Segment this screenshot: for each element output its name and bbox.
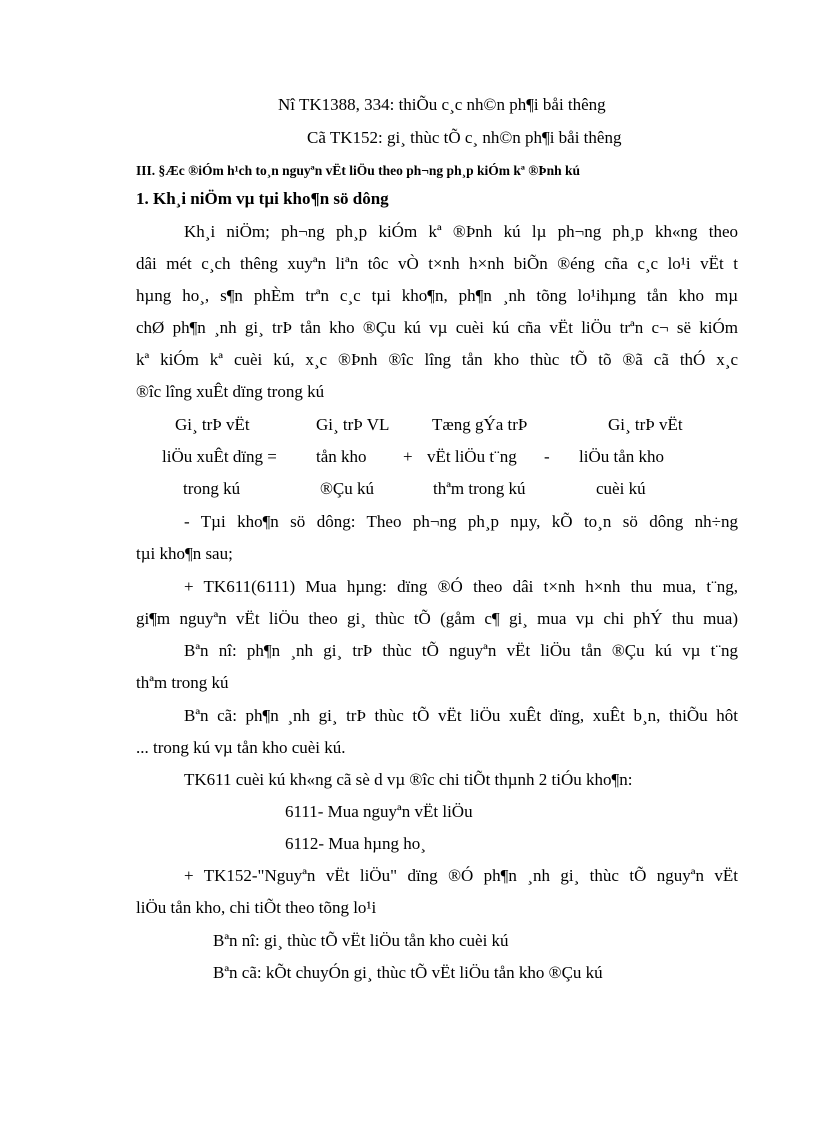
paragraph-line: liÖu tån kho, chi tiÕt theo tõng lo¹i <box>136 898 377 917</box>
paragraph-line: thªm trong kú <box>136 673 229 692</box>
formula-operator: + <box>403 447 413 466</box>
paragraph-line: Kh¸i niÖm; ph¬ng ph¸p kiÓm kª ®Þnh kú lµ ph¬ng ph¸p kh«ng theo <box>184 222 738 241</box>
paragraph-line: + TK611(6111) Mua hµng: dïng ®Ó theo dâi t×nh h×nh thu mua, t¨ng, <box>184 577 738 596</box>
paragraph-line: gi¶m nguyªn vËt liÖu theo gi¸ thùc tÕ (gåm c¶ gi¸ mua vµ chi phÝ thu mua) <box>136 609 738 628</box>
formula-term: Tæng gÝa trÞ <box>432 415 528 434</box>
section-heading-iii: III. §Æc ®iÓm h¹ch to¸n nguyªn vËt liÖu theo ph¬ng ph¸p kiÓm kª ®Þnh kú <box>136 163 581 178</box>
formula-term: tån kho <box>316 447 367 466</box>
sub-account-line: 6111- Mua nguyªn vËt liÖu <box>285 802 473 821</box>
paragraph-line: ®îc lîng xuÊt dïng trong kú <box>136 382 325 401</box>
formula-term: Gi¸ trÞ VL <box>316 415 390 434</box>
paragraph-line: TK611 cuèi kú kh«ng cã sè d vµ ®îc chi tiÕt thµnh 2 tiÓu kho¶n: <box>184 770 633 789</box>
paragraph-line: tµi kho¶n sau; <box>136 544 233 563</box>
journal-entry-credit: Cã TK152: gi¸ thùc tÕ c¸ nh©n ph¶i båi thêng <box>307 128 622 147</box>
paragraph-line: dâi mét c¸ch thêng xuyªn liªn tôc vÒ t×nh h×nh biÕn ®éng cña c¸c lo¹i vËt t <box>136 254 738 273</box>
paragraph-line: chØ ph¶n ¸nh gi¸ trÞ tån kho ®Çu kú vµ cuèi kú cña vËt liÖu trªn c¬ së kiÓm <box>136 318 738 337</box>
formula-term: Gi¸ trÞ vËt <box>175 415 250 434</box>
formula-term: vËt liÖu t¨ng <box>427 447 517 466</box>
sub-account-line: 6112- Mua hµng ho¸ <box>285 834 426 853</box>
journal-entry-debit: Nî TK1388, 334: thiÕu c¸c nh©n ph¶i båi thêng <box>278 95 606 114</box>
paragraph-line: Bªn nî: gi¸ thùc tÕ vËt liÖu tån kho cuèi kú <box>213 931 509 950</box>
paragraph-line: + TK152-"Nguyªn vËt liÖu" dïng ®Ó ph¶n ¸nh gi¸ thùc tÕ nguyªn vËt <box>184 866 738 885</box>
formula-term: liÖu tån kho <box>579 447 664 466</box>
paragraph-line: Bªn cã: kÕt chuyÓn gi¸ thùc tÕ vËt liÖu tån kho ®Çu kú <box>213 963 603 982</box>
paragraph-line: - Tµi kho¶n sö dông: Theo ph¬ng ph¸p nµy, kÕ to¸n sö dông nh÷ng <box>184 512 738 531</box>
formula-term: thªm trong kú <box>433 479 526 498</box>
paragraph-line: Bªn cã: ph¶n ¸nh gi¸ trÞ thùc tÕ vËt liÖu xuÊt dïng, xuÊt b¸n, thiÕu hôt <box>184 706 738 725</box>
paragraph-line: hµng ho¸, s¶n phÈm trªn c¸c tµi kho¶n, ph¶n ¸nh tõng lo¹ihµng tån kho mµ <box>136 286 738 305</box>
formula-term: ®Çu kú <box>320 479 375 498</box>
paragraph-line: kª kiÓm kª cuèi kú, x¸c ®Þnh ®îc lîng tån kho thùc tÕ tõ ®ã cã thÓ x¸c <box>136 350 738 369</box>
formula-term: Gi¸ trÞ vËt <box>608 415 683 434</box>
formula-term: cuèi kú <box>596 479 646 498</box>
formula-operator: - <box>544 447 550 466</box>
paragraph-line: ... trong kú vµ tån kho cuèi kú. <box>136 738 346 757</box>
formula-term: trong kú <box>183 479 241 498</box>
subsection-heading-1: 1. Kh¸i niÖm vµ tµi kho¶n sö dông <box>136 189 389 208</box>
paragraph-line: Bªn nî: ph¶n ¸nh gi¸ trÞ thùc tÕ nguyªn vËt liÖu tån ®Çu kú vµ t¨ng <box>184 641 738 660</box>
formula-term: liÖu xuÊt dïng = <box>162 447 277 466</box>
